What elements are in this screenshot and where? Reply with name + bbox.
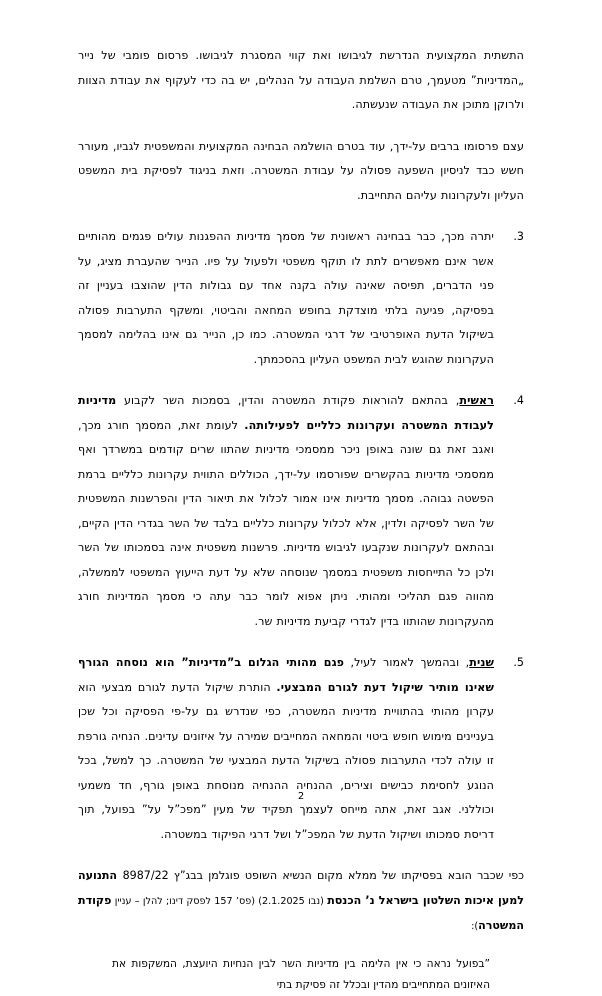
text-segment: ראשית: [459, 394, 494, 407]
text-segment: יתרה מכך, כבר בבחינה ראשונית של מסמך מדיניות ההפגנות עולים פגמים מהותיים אשר אינם מאפשרים לתת לו תוקף משפטי ולפעול על פיו. הנייר שהעברת מציג, על פני הדברים, תפיסה שאינה עולה בקנה אחד עם גבולות הדין שהוצבו בעניין זה בפסיקה, פגיעה בלתי מוצדקת בחופש המחאה והביטוי, ומשקף התערבות פסולה בשיקול הדעת האופרטיבי של דרגי המשטרה. כמו כן, הנייר גם אינו בהלימה למסמך העקרונות שהוגש לבית המשפט העליון בהסכמתך.: [78, 230, 494, 366]
text-segment: 2.1.2025: [262, 895, 305, 907]
text-segment: שנית: [469, 656, 494, 669]
numbered-item-5-text: [78, 651, 494, 847]
numbered-item-4: [78, 389, 524, 634]
page-number: 2: [297, 791, 305, 802]
text-segment: 8987/22: [122, 869, 169, 882]
paragraph-intro-2: עצם פרסומו ברבים על-ידך, עוד בטרם הושלמה הבחינה המקצועית והמשפטית לגביו, מעורר חשש כבד לניסיון השפעה פסולה על עבודת המשטרה. וזאת בניגוד לפסיקת בית המשפט העליון ולעקרונות עליהם התחייבת.: [78, 139, 524, 202]
text-segment: לפסק דינו; להלן – עניין: [111, 895, 215, 907]
text-segment: , בהתאם להוראות פקודת המשטרה והדין, בסמכות השר לקבוע: [116, 394, 460, 407]
list-marker-4: .4: [513, 394, 524, 407]
document-body: [78, 44, 524, 996]
quoted-excerpt: ”בפועל נראה כי אין הלימה בין מדיניות השר לבין הנחיות היועצת, המשקפות את האיזונים המתחייבים מהדין ובכלל זה פסיקת בתי: [112, 957, 490, 991]
numbered-item-3: [78, 225, 524, 372]
text-segment: התנועה למען איכות השלטון בישראל נ’ הכנסת: [78, 869, 524, 907]
text-segment: ) (פס’: [232, 895, 263, 907]
text-segment: פקודת המשטרה: [78, 893, 524, 932]
case-citation: [78, 864, 524, 940]
list-marker-3: .3: [513, 230, 524, 243]
paragraph-intro-1: התשתית המקצועית הנדרשת לגיבושו ואת קווי המסגרת לגיבושו. פרסום פומבי של נייר „המדיניות” מטעמך, טרם השלמת העבודה על הנהלים, יש בה כדי לעקוף את עבודת הצוות ולרוקן מתוכן את העבודה שנעשתה.: [78, 49, 524, 111]
text-segment: פגם מהותי הגלום ב”מדיניות” הוא נוסחה הגורף שאינו מותיר שיקול דעת לגורם המבצעי.: [78, 656, 494, 694]
text-segment: ):: [471, 921, 479, 932]
text-segment: (נבו: [304, 895, 328, 907]
numbered-item-4-text: [78, 389, 494, 634]
text-segment: מדיניות לעבודת המשטרה ועקרונות כלליים לפעילותה.: [78, 394, 494, 432]
text-segment: הותרת שיקול הדעת לגורם מבצעי הוא עקרון מהותי בהתוויית מדיניות המשטרה, כפי שנדרש גם על-פי הפסיקה וכל שכן בעניינים מימוש חופש ביטוי והמחאה המחייבים שמירה על איזונים עדינים. הנחיה גורפת זו עולה לכדי התערבות פסולה בשיקול הדעת המבצעי של המשטרה. כך למשל, בכל הנוגע לחסימת כבישים וצירים, ההנחיה ההנחיה מנוסחת באופן גורף, חד משמעי וכוללני. אגב זאת, אתה מייחס לעצמך תפקיד של מעין ”מפכ”ל על” בפועל, תוך דריסת סמכותו ושיקול הדעת של המפכ”ל ושל דרגי הפיקוד במשטרה.: [78, 680, 494, 841]
text-segment: 157: [214, 895, 233, 907]
text-segment: לעומת זאת, המסמך חורג מכך, ואגב זאת גם שונה באופן ניכר ממסמכי מדיניות שהתוו שרים קודמים במשרדך ואף ממסמכי מדיניות בהקשרים שפורסמו על-ידך, הכוללים התווית עקרונות כלליים ברמת הפשטה גבוהה. מסמך מדיניות אינו אמור לכלול את תיאור הדין והפרשנות המשפטית של השר לפסיקה ולדין, אלא לכלול עקרונות כלליים בלבד של השר בגדרי הדין הקיים, ובהתאם לעקרונות שנקבעו לגיבוש מדיניות. פרשנות משפטית אינה בסמכותו של השר ולכן כל התייחסות משפטית במסמך שנוסחה שלא על דעת הייעוץ המשפטי לממשלה, מהווה פגם תהליכי ומהותי. ניתן אפוא לומר כבר עתה כי מסמך המדיניות חורג מהעקרונות שהותוו בדין לגדרי קביעת מדיניות שר.: [78, 418, 494, 628]
text-segment: כפי שכבר הובא בפסיקתו של ממלא מקום הנשיא השופט פוגלמן בבג”ץ: [168, 869, 524, 882]
list-marker-5: .5: [513, 656, 524, 669]
numbered-item-5: [78, 651, 524, 847]
numbered-item-3-text: [78, 225, 494, 372]
text-segment: , ובהמשך לאמור לעיל,: [344, 656, 470, 669]
